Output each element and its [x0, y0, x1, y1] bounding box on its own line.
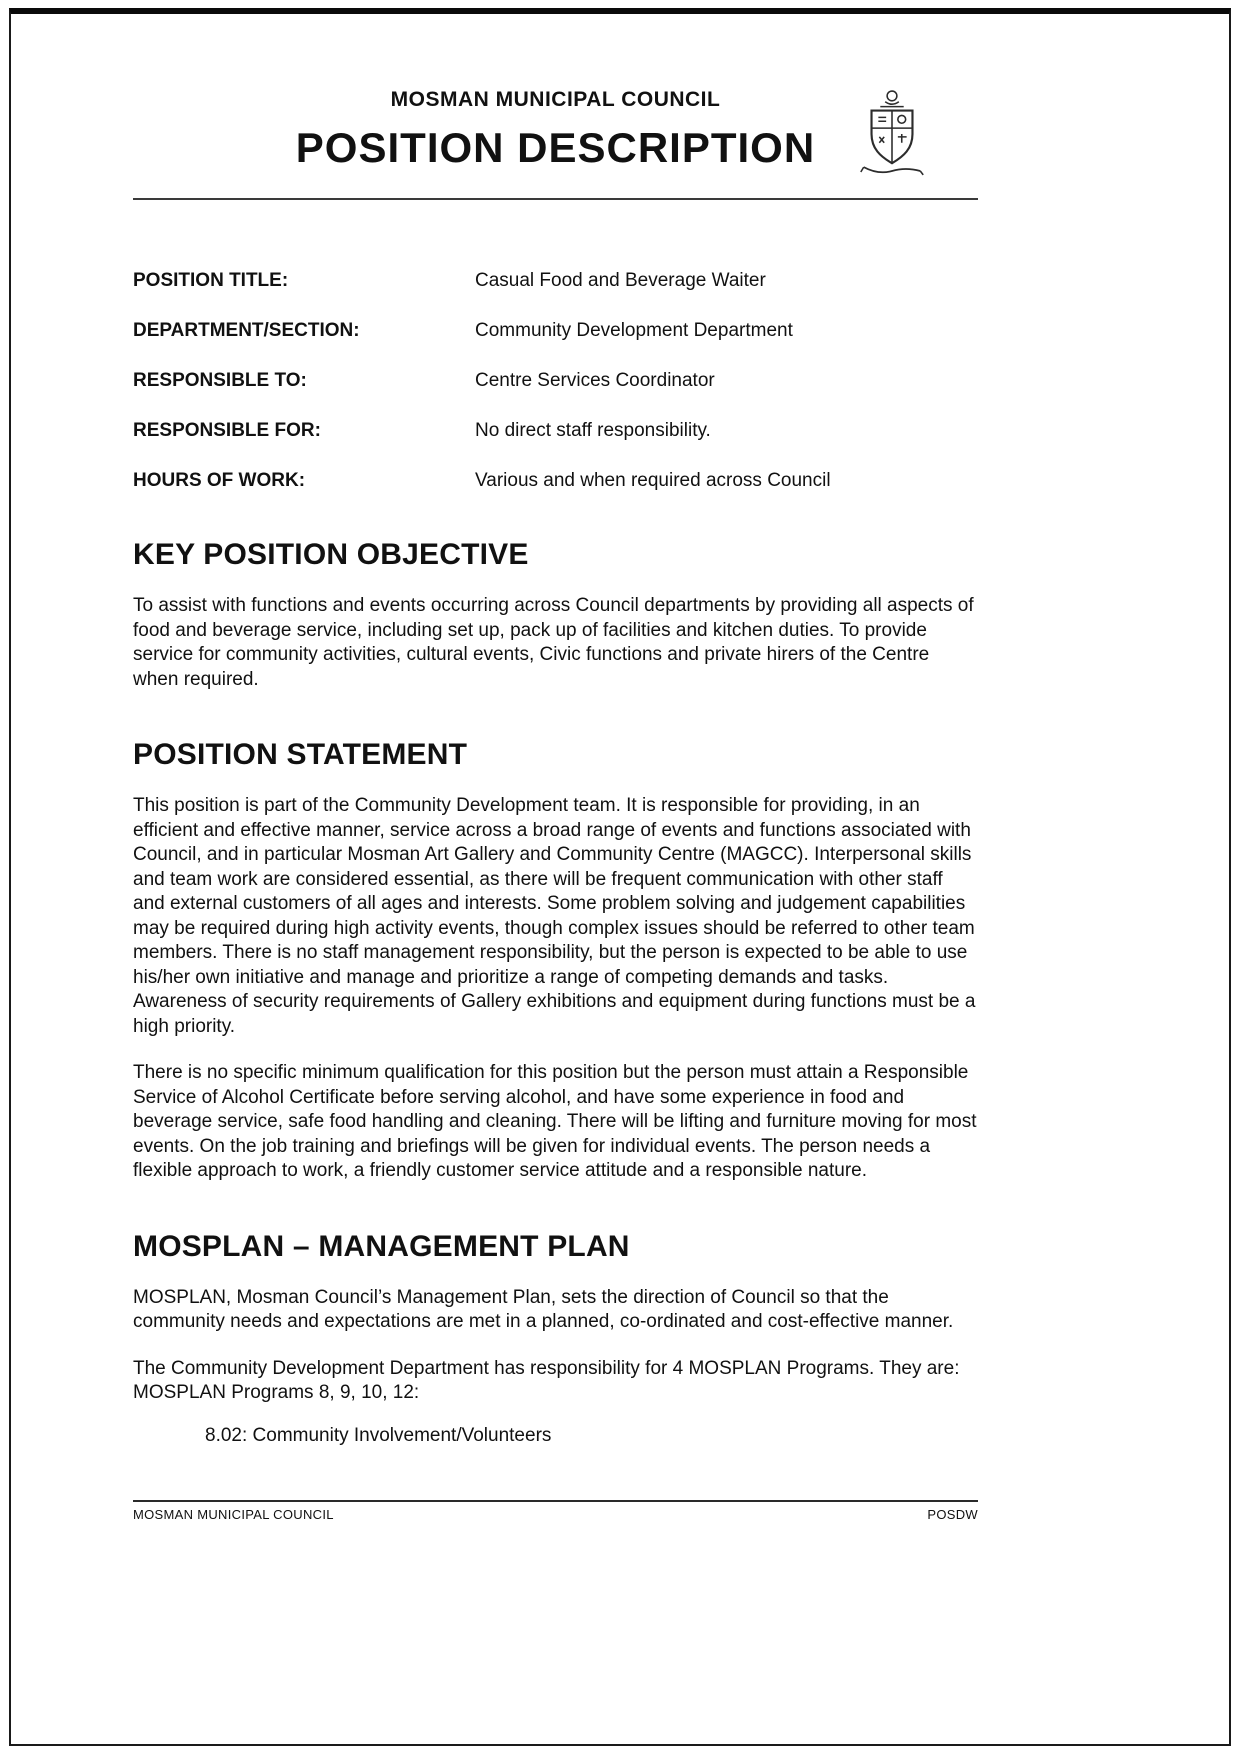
- org-name: MOSMAN MUNICIPAL COUNCIL: [390, 88, 721, 111]
- field-row-responsible-to: [133, 370, 978, 392]
- page-footer: [133, 1500, 978, 1522]
- field-row-position-title: [133, 270, 978, 292]
- paragraph: This position is part of the Community Development team. It is responsible for providing, in an efficient and effective manner, service across a broad range of events and functions associated with Council, and in particular Mosman Art Gallery and Community Centre (MAGCC). Interpersonal skills and team work are considered essential, as there will be frequent communication with other staff and external customers of all ages and interests. Some problem solving and judgement capabilities may be required during high activity events, though complex issues should be referred to other team members. There is no staff management responsibility, but the person is expected to be able to use his/her own initiative and manage and prioritize a range of competing demands and tasks. Awareness of security requirements of Gallery exhibitions and equipment during functions must be a high priority.: [133, 795, 976, 1037]
- position-fields: [133, 270, 978, 492]
- footer-org-name: MOSMAN MUNICIPAL COUNCIL: [133, 1507, 334, 1522]
- field-label: RESPONSIBLE FOR:: [133, 420, 321, 441]
- field-row-hours-of-work: [133, 470, 978, 492]
- field-value: Community Development Department: [475, 320, 793, 341]
- paragraph: To assist with functions and events occurring across Council departments by providing all aspects of food and beverage service, including set up, pack up of facilities and kitchen duties. To provide service for community activities, cultural events, Civic functions and private hirers of the Centre when required.: [133, 595, 974, 690]
- page-title: POSITION DESCRIPTION: [295, 124, 816, 171]
- section-heading-position-statement: POSITION STATEMENT: [133, 738, 468, 771]
- field-label: HOURS OF WORK:: [133, 470, 306, 491]
- mosplan-program-item: 8.02: Community Involvement/Volunteers: [205, 1424, 552, 1446]
- section-heading-mosplan: MOSPLAN – MANAGEMENT PLAN: [133, 1229, 630, 1263]
- header-divider: [133, 198, 978, 200]
- document-content: [133, 0, 978, 1448]
- paragraph: The Community Development Department has responsibility for 4 MOSPLAN Programs. They are: MOSPLAN Programs 8, 9, 10, 12:: [133, 1357, 960, 1403]
- field-value: Various and when required across Council: [475, 470, 831, 491]
- field-value: Casual Food and Beverage Waiter: [475, 270, 766, 291]
- field-label: POSITION TITLE:: [133, 270, 289, 291]
- field-value: Centre Services Coordinator: [475, 370, 715, 391]
- field-value: No direct staff responsibility.: [475, 420, 711, 441]
- field-label: RESPONSIBLE TO:: [133, 370, 307, 391]
- field-label: DEPARTMENT/SECTION:: [133, 320, 360, 341]
- footer-doc-code: POSDW: [927, 1507, 978, 1522]
- paragraph: MOSPLAN, Mosman Council’s Management Plan, sets the direction of Council so that the community needs and expectations are met in a planned, co-ordinated and cost-effective manner.: [133, 1286, 954, 1332]
- paragraph: There is no specific minimum qualification for this position but the person must attain a Responsible Service of Alcohol Certificate before serving alcohol, and have some experience in food and beverage service, safe food handling and cleaning. There will be lifting and furniture moving for most events. On the job training and briefings will be given for individual events. The person needs a flexible approach to work, a friendly customer service attitude and a responsible nature.: [133, 1062, 977, 1181]
- field-row-department-section: [133, 320, 978, 342]
- section-heading-key-position-objective: KEY POSITION OBJECTIVE: [133, 538, 529, 571]
- field-row-responsible-for: [133, 420, 978, 442]
